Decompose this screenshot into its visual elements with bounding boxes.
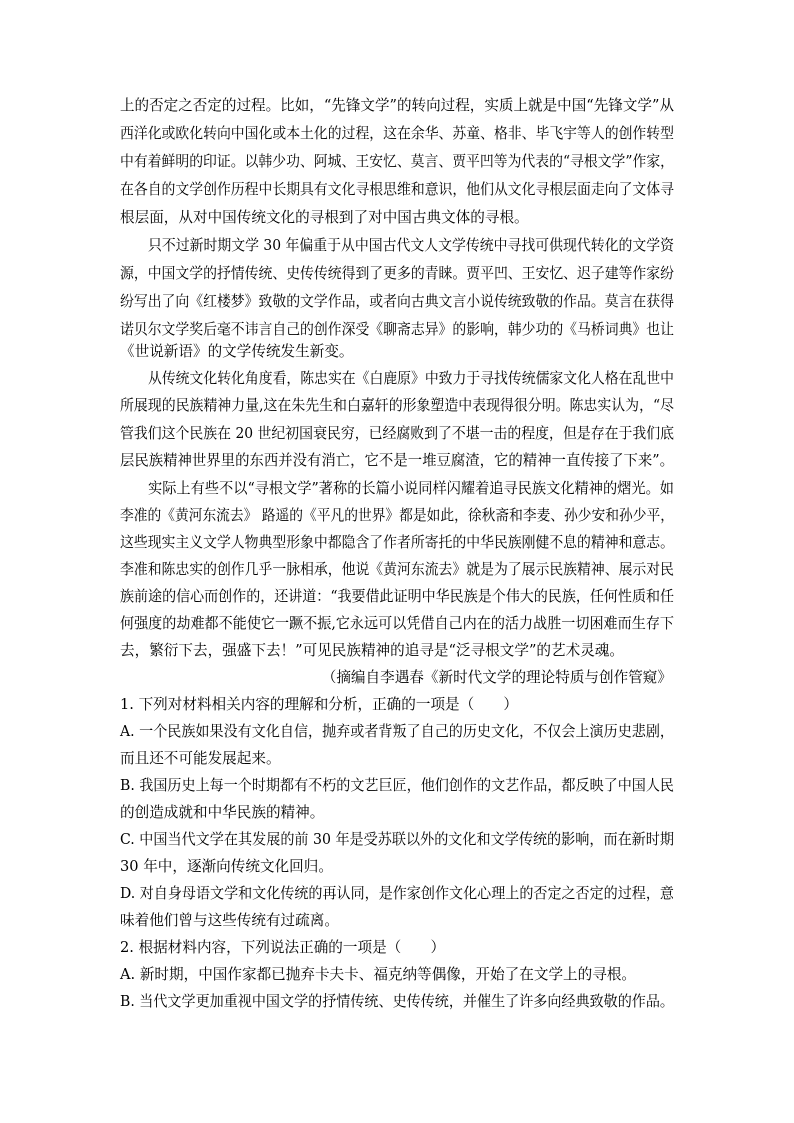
question-1-option-a: 而且还不可能发展起来。 (120, 750, 281, 767)
passage-line: 族前途的信心而创作的，还讲道：“我要借此证明中华民族是个伟大的民族，任何性质和任 (120, 588, 675, 605)
question-2-option-b: B. 当代文学更加重视中国文学的抒情传统、史传传统，并催生了许多向经典致敬的作品。 (120, 993, 675, 1010)
passage-line: 所展现的民族精神力量,这在朱先生和白嘉轩的形象塑造中表现得很分明。陈忠实认为，“尽 (120, 397, 675, 414)
passage-line: 根层面，从对中国传统文化的寻根到了对中国古典文体的寻根。 (120, 209, 529, 226)
passage-line: 层民族精神世界里的东西并没有消亡，它不是一堆豆腐渣，它的精神一直传接了下来”。 (120, 452, 674, 469)
passage-line: 《世说新语》的文学传统发生新变。 (120, 343, 354, 360)
passage-line: 这些现实主义文学人物典型形象中都隐含了作者所寄托的中华民族刚健不息的精神和意志。 (120, 534, 674, 551)
passage-line: 只不过新时期文学 30 年偏重于从中国古代文人文学传统中寻找可供现代转化的文学资 (148, 237, 675, 254)
passage-line: 上的否定之否定的过程。比如，“先锋文学”的转向过程，实质上就是中国“先锋文学”从 (120, 97, 675, 114)
question-1-option-d: D. 对自身母语文学和文化传统的再认同，是作家创作文化心理上的否定之否定的过程，意 (120, 885, 674, 902)
passage-line: 纷写出了向《红楼梦》致敬的文学作品，或者向古典文言小说传统致敬的作品。莫言在获得 (120, 293, 674, 310)
question-1-option-c: 30 年中，逐渐向传统文化回归。 (120, 858, 333, 875)
passage-line: 实际上有些不以“寻根文学”著称的长篇小说同样闪耀着追寻民族文化精神的熠光。如 (148, 480, 674, 497)
passage-line: 去，繁衍下去，强盛下去！”可见民族精神的追寻是“泛寻根文学”的艺术灵魂。 (120, 642, 624, 659)
question-1-option-d: 味着他们曾与这些传统有过疏离。 (120, 912, 339, 929)
source-citation: （摘编自李遇春《新时代文学的理论特质与创作管窥》 (321, 669, 672, 686)
question-2-stem: 2. 根据材料内容，下列说法正确的一项是（ ） (120, 939, 446, 956)
passage-line: 中有着鲜明的印证。以韩少功、阿城、王安忆、莫言、贾平凹等为代表的“寻根文学”作家， (120, 153, 675, 170)
question-2-option-a: A. 新时期，中国作家都已抛弃卡夫卡、福克纳等偶像，开始了在文学上的寻根。 (120, 966, 637, 983)
passage-line: 诺贝尔文学奖后毫不讳言自己的创作深受《聊斋志异》的影响，韩少功的《马桥词典》也让 (120, 321, 674, 338)
passage-line: 何强度的劫难都不能使它一蹶不振,它永远可以凭借自己内在的活力战胜一切困难而生存下 (120, 615, 675, 632)
passage-line: 西洋化或欧化转向中国化或本土化的过程，这在余华、苏童、格非、毕飞宇等人的创作转型 (120, 125, 674, 142)
question-1-option-a: A. 一个民族如果没有文化自信，抛弃或者背叛了自己的历史文化，不仅会上演历史悲剧， (120, 723, 674, 740)
question-1-option-b: 的创造成就和中华民族的精神。 (120, 804, 325, 821)
question-1-option-c: C. 中国当代文学在其发展的前 30 年是受苏联以外的文化和文学传统的影响，而在新时期 (120, 831, 675, 848)
passage-line: 李准和陈忠实的创作几乎一脉相承，他说《黄河东流去》就是为了展示民族精神、展示对民 (120, 561, 674, 578)
passage-line: 管我们这个民族在 20 世纪初国衰民穷，已经腐败到了不堪一击的程度，但是存在于我们底 (120, 425, 674, 442)
passage-line: 源，中国文学的抒情传统、史传传统得到了更多的青睐。贾平凹、王安忆、迟子建等作家纷 (120, 265, 674, 282)
passage-line: 李准的《黄河东流去》 路遥的《平凡的世界》都是如此，徐秋斋和李麦、孙少安和孙少平， (120, 507, 674, 524)
passage-line: 在各自的文学创作历程中长期具有文化寻根思维和意识，他们从文化寻根层面走向了文体寻 (120, 181, 674, 198)
question-1-option-b: B. 我国历史上每一个时期都有不朽的文艺巨匠，他们创作的文艺作品，都反映了中国人民 (120, 777, 675, 794)
passage-line: 从传统文化转化角度看，陈忠实在《白鹿原》中致力于寻找传统儒家文化人格在乱世中 (148, 370, 675, 387)
question-1-stem: 1. 下列对材料相关内容的理解和分析，正确的一项是（ ） (120, 696, 519, 713)
